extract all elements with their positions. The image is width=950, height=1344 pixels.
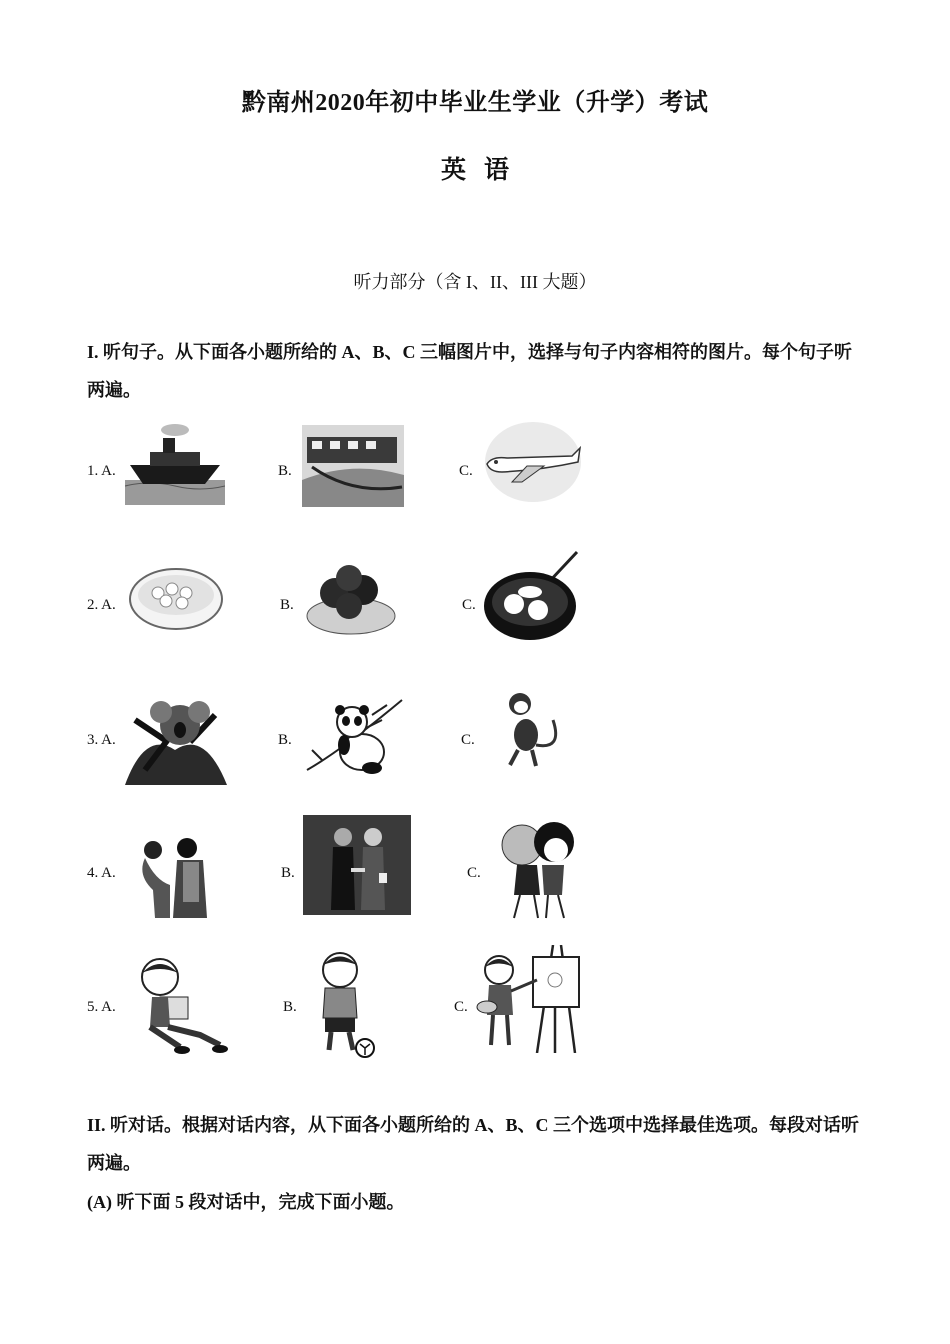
monkey-icon <box>498 690 568 770</box>
part1-instruction: I. 听句子。从下面各小题所给的 A、B、C 三幅图片中，选择与句子内容相符的图片。每个句子听两遍。 <box>87 342 853 400</box>
boy-painting-icon <box>475 945 585 1053</box>
question-row-4 <box>0 815 950 920</box>
panda-icon <box>302 690 407 780</box>
option-label-b: B. <box>278 732 292 748</box>
boy-reading-icon <box>130 955 230 1055</box>
option-label-b: B. <box>281 865 295 881</box>
train-icon <box>302 425 404 507</box>
question-row-2 <box>0 550 950 650</box>
subject-title: 英语 <box>440 157 527 184</box>
koala-icon <box>125 690 227 785</box>
tangyuan-bowl-icon <box>482 550 582 645</box>
option-label-a: 5. A. <box>87 999 116 1015</box>
option-label-c: C. <box>467 865 481 881</box>
part2-sub-instruction: (A) 听下面 5 段对话中，完成下面小题。 <box>87 1192 405 1212</box>
boy-football-icon <box>305 950 380 1060</box>
bowing-people-icon <box>125 830 230 920</box>
option-label-b: B. <box>283 999 297 1015</box>
option-label-b: B. <box>278 463 292 479</box>
listening-section-heading: 听力部分（含 I、II、III 大题） <box>353 272 597 292</box>
option-label-c: C. <box>462 597 476 613</box>
part2-instruction: II. 听对话。根据对话内容，从下面各小题所给的 A、B、C 三个选项中选择最佳选项。每段对话听两遍。 <box>87 1115 860 1173</box>
option-label-a: 1. A. <box>87 463 116 479</box>
option-label-a: 4. A. <box>87 865 116 881</box>
handshake-icon <box>303 815 411 915</box>
option-label-b: B. <box>280 597 294 613</box>
ship-icon <box>125 420 225 505</box>
option-label-a: 3. A. <box>87 732 116 748</box>
dumplings-bowl-icon <box>128 565 224 635</box>
option-label-a: 2. A. <box>87 597 116 613</box>
question-row-3 <box>0 690 950 790</box>
mooncakes-plate-icon <box>305 558 397 638</box>
hugging-kids-icon <box>492 820 587 920</box>
question-row-1 <box>0 420 950 510</box>
option-label-c: C. <box>454 999 468 1015</box>
airplane-icon <box>482 420 584 505</box>
option-label-c: C. <box>459 463 473 479</box>
option-label-c: C. <box>461 732 475 748</box>
exam-title: 黔南州2020年初中毕业生学业（升学）考试 <box>241 90 709 116</box>
question-row-5 <box>0 945 950 1060</box>
